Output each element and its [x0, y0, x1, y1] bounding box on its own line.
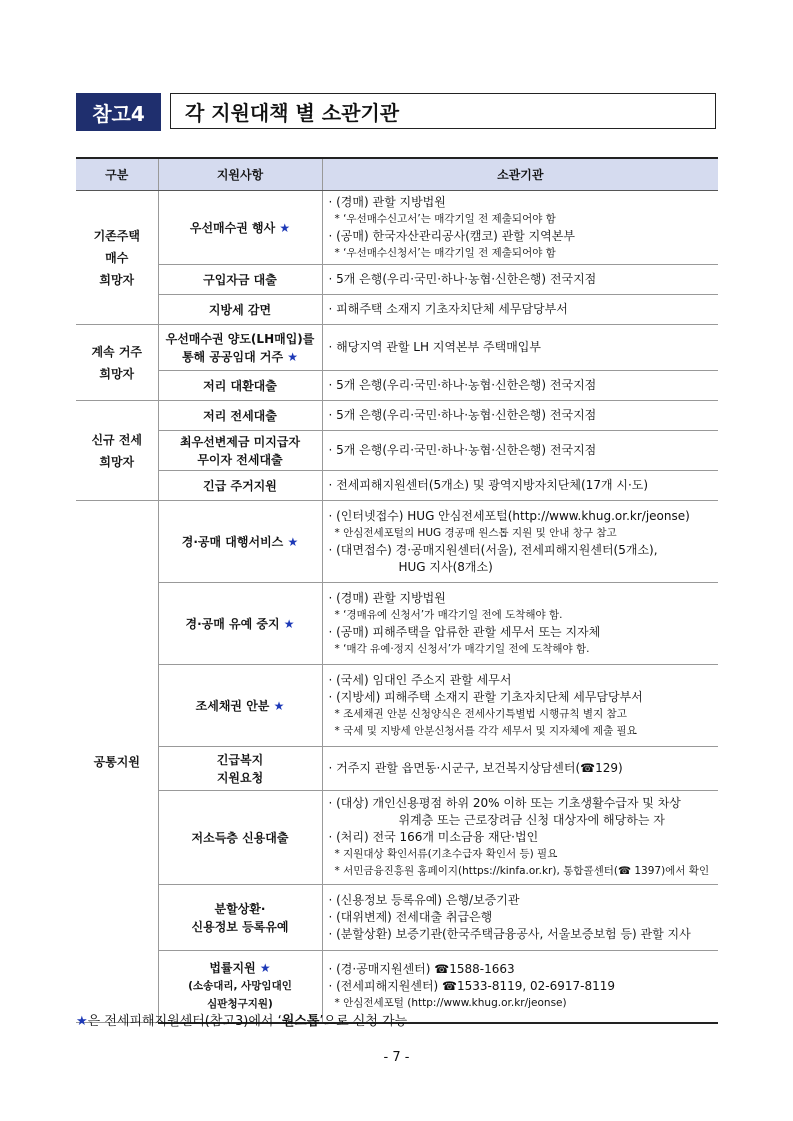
agency-cell [322, 401, 718, 431]
agency-line: · (인터넷접수) HUG 안심전세포털(http://www.khug.or.kr/jeonse) [328, 508, 690, 523]
agency-line: · (대면접수) 경·공매지원센터(서울), 전세피해지원센터(5개소), [328, 542, 658, 557]
table-row [76, 791, 718, 885]
category-label: 신규 전세 [91, 432, 143, 447]
reference-badge: 참고4 [76, 93, 161, 131]
header-agency: 소관기관 [322, 158, 718, 191]
agency-line: · 피해주택 소재지 기초자치단체 세무담당부서 [328, 302, 568, 316]
agency-cell [322, 885, 718, 951]
support-item-label: 법률지원 [209, 961, 256, 976]
category-label: 희망자 [99, 454, 135, 469]
support-item-sublabel: (소송대리, 사망임대인 [188, 980, 292, 993]
star-marker-icon: ★ [287, 534, 299, 549]
agency-line: · 5개 은행(우리·국민·하나·농협·신한은행) 전국지점 [328, 378, 597, 392]
footnote [76, 1010, 407, 1029]
category-cell [76, 191, 158, 325]
footnote-text-pre: 은 전세피해지원센터(참고3)에서 ‘ [87, 1014, 282, 1029]
star-marker-icon: ★ [287, 349, 299, 364]
table-row [76, 191, 718, 265]
support-item-cell [158, 747, 322, 791]
table-row [76, 665, 718, 747]
support-item-label: 긴급복지 [216, 752, 264, 767]
agency-cell [322, 747, 718, 791]
support-item-label: 경·공매 유예 중지 [185, 616, 280, 631]
support-item-label: 긴급 주거지원 [203, 478, 277, 493]
star-marker-icon: ★ [283, 616, 295, 631]
agency-cell [322, 265, 718, 295]
support-item-line [163, 615, 318, 633]
agency-line: · 전세피해지원센터(5개소) 및 광역지방자치단체(17개 시·도) [328, 478, 649, 492]
support-item-cell [158, 791, 322, 885]
support-item-label: 저소득층 신용대출 [191, 830, 289, 845]
table-row [76, 401, 718, 431]
table-row [76, 747, 718, 791]
agency-cell [322, 665, 718, 747]
category-cell [76, 325, 158, 401]
support-item-cell [158, 191, 322, 265]
agency-note: * 서민금융진흥원 홈페이지(https://kinfa.or.kr), 통합콜센터(☎ 1397)에서 확인 [334, 865, 710, 877]
support-item-cell [158, 471, 322, 501]
agency-cell [322, 431, 718, 471]
agency-table [76, 157, 718, 1024]
support-item-cell [158, 501, 322, 583]
table-row [76, 583, 718, 665]
table-row [76, 431, 718, 471]
table-row [76, 885, 718, 951]
page-title: 각 지원대책 별 소관기관 [170, 93, 716, 129]
category-label: 매수 [105, 250, 129, 265]
agency-line: 위계층 또는 근로장려금 신청 대상자에 해당하는 자 [398, 813, 665, 827]
agency-line: · (대상) 개인신용평점 하위 20% 이하 또는 기초생활수급자 및 차상 [328, 796, 681, 810]
support-item-line [163, 959, 318, 977]
table-row [76, 265, 718, 295]
support-item-line [163, 533, 318, 551]
category-label: 희망자 [99, 366, 135, 381]
footnote-bold: 원스톱 [281, 1014, 320, 1029]
agency-line: · 거주지 관할 읍면동·시군구, 보건복지상담센터(☎129) [328, 761, 623, 775]
support-item-label: 분할상환· [214, 901, 266, 916]
agency-line: HUG 지사(8개소) [398, 559, 493, 574]
table-body [76, 191, 718, 1023]
support-item-cell [158, 265, 322, 295]
table-row [76, 471, 718, 501]
agency-cell [322, 501, 718, 583]
support-item-cell [158, 885, 322, 951]
support-item-label: 통해 공공임대 거주 [181, 349, 284, 364]
agency-note: * 국세 및 지방세 안분신청서를 각각 세무서 및 지자체에 제출 필요 [334, 724, 637, 737]
agency-line: · 5개 은행(우리·국민·하나·농협·신한은행) 전국지점 [328, 408, 597, 422]
agency-line: · (대위변제) 전세대출 취급은행 [328, 910, 493, 924]
agency-cell [322, 471, 718, 501]
table-row [76, 371, 718, 401]
support-item-line [163, 348, 318, 366]
support-item-label: 경·공매 대행서비스 [181, 534, 284, 549]
header-category: 구분 [76, 158, 158, 191]
support-item-line [163, 697, 318, 715]
support-item-cell [158, 665, 322, 747]
support-item-sublabel: 심판청구지원) [207, 998, 273, 1011]
support-item-label: 구입자금 대출 [203, 272, 277, 287]
agency-line: · (경매) 관할 지방법원 [328, 194, 446, 209]
agency-note: * 안심전세포털의 HUG 경공매 원스톱 지원 및 안내 창구 참고 [334, 526, 617, 539]
star-marker-icon: ★ [273, 698, 285, 713]
star-marker-icon: ★ [279, 220, 291, 235]
agency-line: · (신용정보 등록유예) 은행/보증기관 [328, 893, 520, 907]
support-item-cell [158, 431, 322, 471]
support-item-cell [158, 401, 322, 431]
category-label: 희망자 [99, 272, 135, 287]
support-item-label: 우선매수권 양도(LH매입)를 [165, 331, 315, 346]
agency-note: * 지원대상 확인서류(기초수급자 확인서 등) 필요 [334, 848, 558, 860]
agency-note: * ‘우선매수신고서’는 매각기일 전 제출되어야 함 [334, 212, 556, 225]
support-item-line [163, 219, 318, 237]
support-item-cell [158, 325, 322, 371]
table-header-row [76, 158, 718, 191]
agency-note: * 안심전세포털 (http://www.khug.or.kr/jeonse) [334, 996, 567, 1009]
footnote-text-post: ’으로 신청 가능 [319, 1014, 408, 1029]
support-item-label: 지원요청 [216, 770, 264, 785]
agency-note: * ‘경매유예 신청서’가 매각기일 전에 도착해야 함. [334, 608, 563, 621]
agency-note: * ‘우선매수신청서’는 매각기일 전 제출되어야 함 [334, 246, 556, 259]
agency-line: · (공매) 피해주택을 압류한 관할 세무서 또는 지자체 [328, 624, 601, 639]
agency-line: · (지방세) 피해주택 소재지 관할 기초자치단체 세무담당부서 [328, 689, 643, 704]
agency-line: · (전세피해지원센터) ☎1533-8119, 02-6917-8119 [328, 978, 616, 993]
table-row [76, 501, 718, 583]
support-item-label: 무이자 전세대출 [197, 452, 283, 467]
agency-cell [322, 583, 718, 665]
agency-line: · (경매) 관할 지방법원 [328, 590, 446, 605]
support-item-label: 신용정보 등록유예 [191, 919, 289, 934]
table-row [76, 295, 718, 325]
agency-line: · (처리) 전국 166개 미소금융 재단·법인 [328, 830, 539, 844]
star-marker-icon: ★ [259, 961, 271, 976]
category-label: 계속 거주 [91, 344, 143, 359]
agency-line: · (국세) 임대인 주소지 관할 세무서 [328, 672, 512, 687]
support-item-cell [158, 371, 322, 401]
support-item-label: 저리 대환대출 [203, 378, 277, 393]
header-support-item: 지원사항 [158, 158, 322, 191]
agency-cell [322, 371, 718, 401]
support-item-label: 우선매수권 행사 [189, 220, 276, 235]
category-cell [76, 501, 158, 1023]
agency-line: · 5개 은행(우리·국민·하나·농협·신한은행) 전국지점 [328, 272, 597, 286]
agency-note: * 조세채권 안분 신청양식은 전세사기특별법 시행규칙 별지 참고 [334, 707, 627, 720]
agency-note: * ‘매각 유예·정지 신청서’가 매각기일 전에 도착해야 함. [334, 642, 590, 655]
support-item-label: 최우선변제금 미지급자 [179, 434, 301, 449]
support-item-cell [158, 295, 322, 325]
star-marker-icon: ★ [76, 1014, 88, 1029]
agency-line: · (공매) 한국자산관리공사(캠코) 관할 지역본부 [328, 228, 575, 243]
support-item-label: 저리 전세대출 [203, 408, 277, 423]
table-row [76, 325, 718, 371]
page-title-block [76, 93, 718, 131]
agency-line: · (경·공매지원센터) ☎1588-1663 [328, 961, 515, 976]
support-item-cell [158, 583, 322, 665]
page-number: - 7 - [383, 1050, 410, 1065]
agency-cell [322, 191, 718, 265]
support-item-label: 조세채권 안분 [195, 698, 270, 713]
agency-cell [322, 295, 718, 325]
agency-cell [322, 791, 718, 885]
category-label: 기존주택 [93, 228, 140, 243]
agency-line: · (분할상환) 보증기관(한국주택금융공사, 서울보증보험 등) 관할 지사 [328, 927, 691, 941]
agency-line: · 5개 은행(우리·국민·하나·농협·신한은행) 전국지점 [328, 443, 597, 457]
agency-cell [322, 325, 718, 371]
agency-line: · 해당지역 관할 LH 지역본부 주택매입부 [328, 340, 541, 354]
category-label: 공통지원 [93, 754, 140, 769]
category-cell [76, 401, 158, 501]
support-item-label: 지방세 감면 [208, 302, 272, 317]
